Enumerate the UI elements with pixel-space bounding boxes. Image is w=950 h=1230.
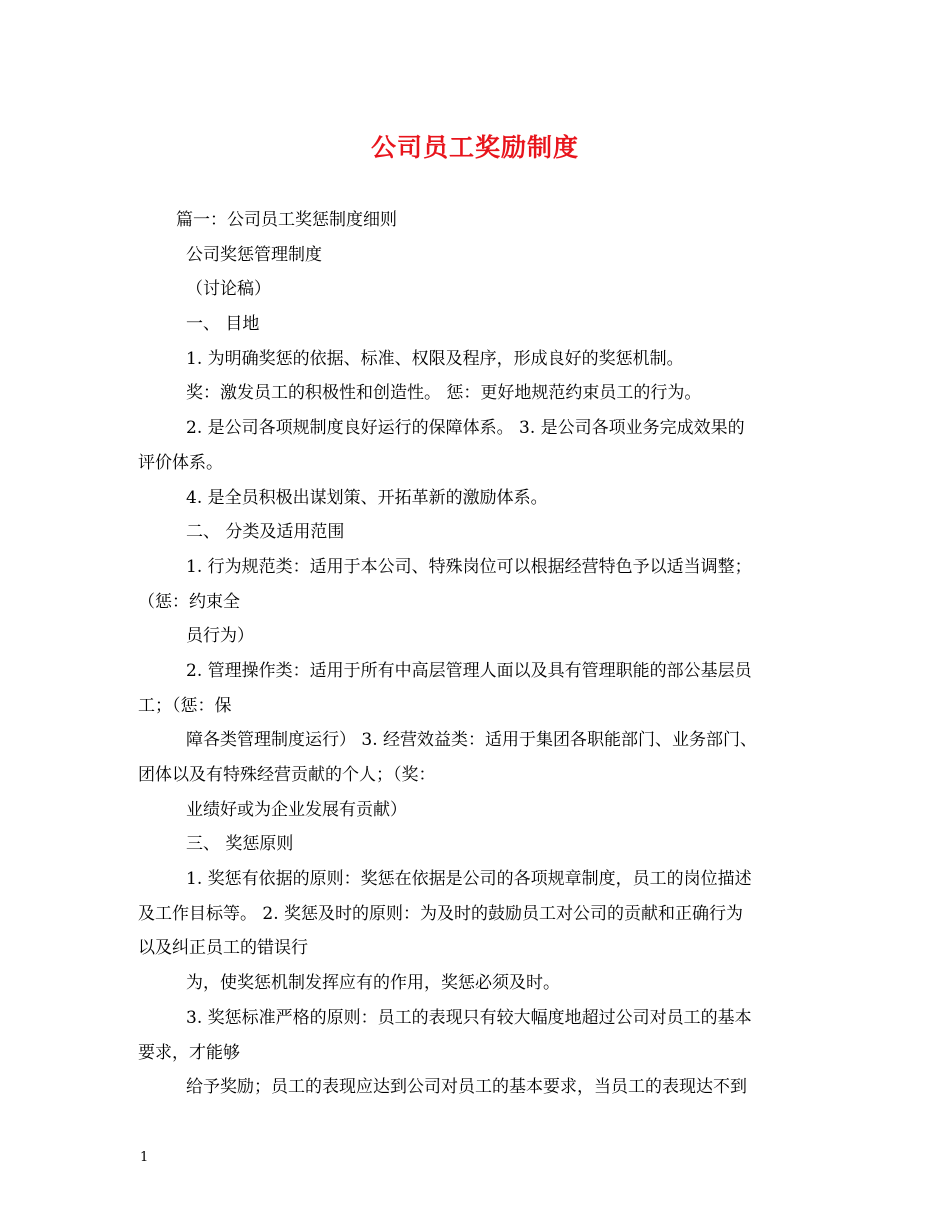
- body-line: 评价体系。: [138, 452, 223, 473]
- body-line: 障各类管理制度运行） 3. 经营效益类：适用于集团各职能部门、业务部门、: [186, 730, 758, 751]
- body-line: 4. 是全员积极出谋划策、开拓革新的激励体系。: [186, 487, 548, 508]
- body-line: 二、 分类及适用范围: [186, 522, 345, 543]
- body-line: （惩：约束全: [138, 591, 240, 612]
- body-line: 2. 是公司各项规制度良好运行的保障体系。 3. 是公司各项业务完成效果的: [186, 418, 745, 439]
- body-line: 1. 奖惩有依据的原则：奖惩在依据是公司的各项规章制度，员工的岗位描述: [186, 869, 752, 890]
- page-number: 1: [140, 1150, 149, 1165]
- body-line: （讨论稿）: [186, 279, 271, 300]
- body-line: 一、 目地: [186, 314, 260, 335]
- body-line: 团体以及有特殊经营贡献的个人；（奖：: [138, 765, 436, 785]
- document-title: 公司员工奖励制度: [370, 133, 579, 162]
- body-line: 奖：激发员工的积极性和创造性。 惩：更好地规范约束员工的行为。: [186, 383, 702, 404]
- body-line: 1. 行为规范类：适用于本公司、特殊岗位可以根据经营特色予以适当调整；: [186, 556, 752, 577]
- body-line: 公司奖惩管理制度: [186, 244, 322, 265]
- document-body: [138, 203, 818, 1105]
- body-line: 工；（惩：保: [138, 695, 232, 716]
- body-line: 为，使奖惩机制发挥应有的作用，奖惩必须及时。: [186, 973, 560, 994]
- body-line: 3. 奖惩标准严格的原则：员工的表现只有较大幅度地超过公司对员工的基本: [186, 1007, 752, 1028]
- body-line: 篇一：公司员工奖惩制度细则: [176, 210, 397, 230]
- body-line: 三、 奖惩原则: [186, 834, 294, 855]
- body-line: 以及纠正员工的错误行: [138, 938, 308, 959]
- body-line: 1. 为明确奖惩的依据、标准、权限及程序，形成良好的奖惩机制。: [186, 348, 684, 369]
- body-line: 员行为）: [186, 626, 254, 647]
- body-line: 及工作目标等。 2. 奖惩及时的原则：为及时的鼓励员工对公司的贡献和正确行为: [138, 903, 744, 924]
- body-line: 给予奖励；员工的表现应达到公司对员工的基本要求，当员工的表现达不到: [186, 1077, 747, 1098]
- body-line: 业绩好或为企业发展有贡献）: [186, 799, 407, 820]
- body-line: 要求，才能够: [138, 1042, 240, 1063]
- body-line: 2. 管理操作类：适用于所有中高层管理人面以及具有管理职能的部公基层员: [186, 660, 752, 681]
